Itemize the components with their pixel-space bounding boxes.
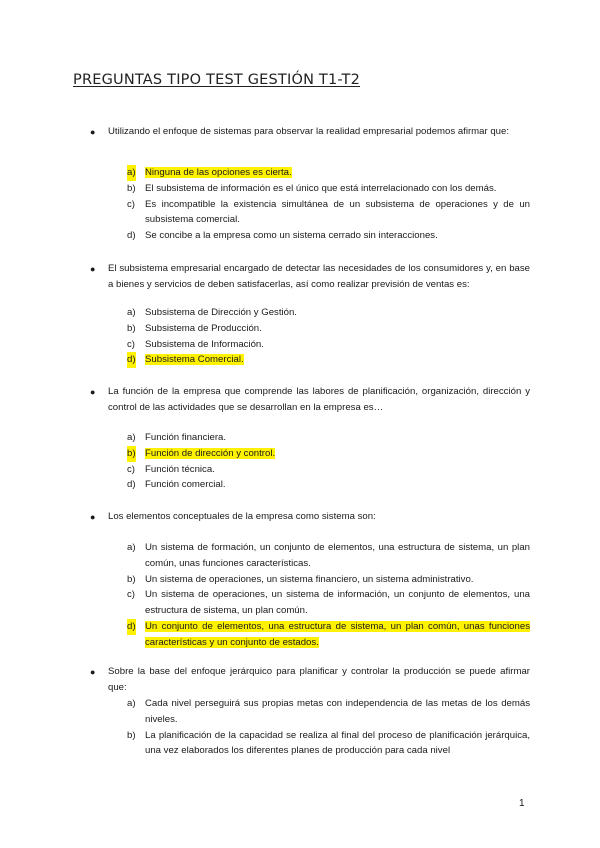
option-text: Subsistema Comercial. — [145, 354, 244, 366]
option-text: Subsistema de Dirección y Gestión. — [145, 307, 297, 318]
option-text: Función técnica. — [145, 463, 215, 475]
option-b: b) Un sistema de operaciones, un sistema financiero, un sistema administrativo. — [127, 573, 474, 585]
option-text: Un sistema de operaciones, un sistema financiero, un sistema administrativo. — [145, 573, 474, 585]
question-stem: Sobre la base del enfoque jerárquico para planificar y controlar la producción se puede afirmar que: — [108, 666, 530, 693]
bullet-icon: ● — [90, 127, 96, 137]
option-text: Función de dirección y control. — [145, 447, 276, 459]
option-text: Se concibe a la empresa como un sistema cerrado sin interacciones. — [145, 230, 438, 242]
question-4-options — [127, 540, 530, 651]
question-3 — [90, 384, 530, 416]
question-5-options — [127, 696, 530, 759]
option-d: d) Un conjunto de elementos, una estructura de sistema, un plan común, unas funciones características y un conjunto de estados. — [127, 620, 530, 648]
option-text: Subsistema de Información. — [145, 338, 264, 350]
option-text: La planificación de la capacidad se realiza al final del proceso de planificación jerárquica, una vez elaborados los diferentes planes de producción para cada nivel — [145, 729, 530, 757]
option-a: a) Función financiera. — [127, 432, 227, 443]
question-2 — [90, 261, 530, 293]
option-b: b) El subsistema de información es el único que está interrelacionado con los demás. — [127, 182, 497, 194]
bullet-icon: ● — [90, 387, 96, 397]
option-a: a) Cada nivel perseguirá sus propias metas con independencia de las metas de los demás niveles. — [127, 698, 530, 725]
option-text: Es incompatible la existencia simultánea de un subsistema de operaciones y de un subsistema comercial. — [145, 198, 530, 226]
question-stem: Utilizando el enfoque de sistemas para observar la realidad empresarial podemos afirmar que: — [108, 126, 510, 137]
question-1 — [90, 124, 530, 140]
bullet-icon: ● — [90, 667, 96, 677]
option-c: c) Un sistema de operaciones, un sistema de información, un conjunto de elementos, una estructura de sistema, un plan común. — [127, 589, 530, 617]
option-text: Subsistema de Producción. — [145, 322, 262, 334]
option-text: El subsistema de información es el único que está interrelacionado con los demás. — [145, 182, 497, 194]
option-text: Un sistema de formación, un conjunto de elementos, una estructura de sistema, un plan común, unas funciones características. — [145, 542, 530, 569]
option-c: c) Es incompatible la existencia simultánea de un subsistema de operaciones y de un subsistema comercial. — [127, 198, 530, 226]
option-a: a) Subsistema de Dirección y Gestión. — [127, 307, 297, 318]
question-stem: La función de la empresa que comprende las labores de planificación, organización, dirección y control de las actividades que se desarrollan en la empresa es… — [108, 386, 530, 413]
question-1-options — [127, 165, 530, 244]
option-text: Función financiera. — [145, 432, 227, 443]
question-3-options — [127, 430, 530, 493]
option-d: d) Función comercial. — [127, 479, 226, 491]
option-text: Ninguna de las opciones es cierta. — [145, 167, 292, 178]
option-d: d) Subsistema Comercial. — [127, 352, 530, 368]
option-c: c) Función técnica. — [127, 463, 215, 475]
question-4 — [90, 509, 530, 525]
option-text: Función comercial. — [145, 479, 226, 491]
question-stem: Los elementos conceptuales de la empresa como sistema son: — [108, 511, 376, 522]
option-b: b) Función de dirección y control. — [127, 446, 530, 462]
question-2-options — [127, 305, 530, 368]
question-5 — [90, 664, 530, 696]
option-text: Un conjunto de elementos, una estructura de sistema, un plan común, unas funciones características y un conjunto de estados. — [145, 620, 530, 648]
document-title: PREGUNTAS TIPO TEST GESTIÓN T1-T2 — [73, 72, 360, 88]
option-text: Cada nivel perseguirá sus propias metas con independencia de las metas de los demás niveles. — [145, 698, 530, 725]
option-a: a) Un sistema de formación, un conjunto de elementos, una estructura de sistema, un plan común, unas funciones características. — [127, 542, 530, 569]
bullet-icon: ● — [90, 512, 96, 522]
option-b: b) Subsistema de Producción. — [127, 322, 262, 334]
question-stem: El subsistema empresarial encargado de detectar las necesidades de los consumidores y, en base a bienes y servicios de deben satisfacerlas, así como realizar previsión de ventas es: — [108, 263, 530, 290]
bullet-icon: ● — [90, 264, 96, 274]
page-number: 1 — [519, 798, 525, 809]
option-text: Un sistema de operaciones, un sistema de información, un conjunto de elementos, una estructura de sistema, un plan común. — [145, 589, 530, 617]
option-a: a) Ninguna de las opciones es cierta. — [127, 165, 530, 181]
option-b: b) La planificación de la capacidad se realiza al final del proceso de planificación jerárquica, una vez elaborados los diferentes planes de producción para cada nivel — [127, 729, 530, 757]
option-d: d) Se concibe a la empresa como un sistema cerrado sin interacciones. — [127, 230, 438, 242]
option-c: c) Subsistema de Información. — [127, 338, 264, 350]
